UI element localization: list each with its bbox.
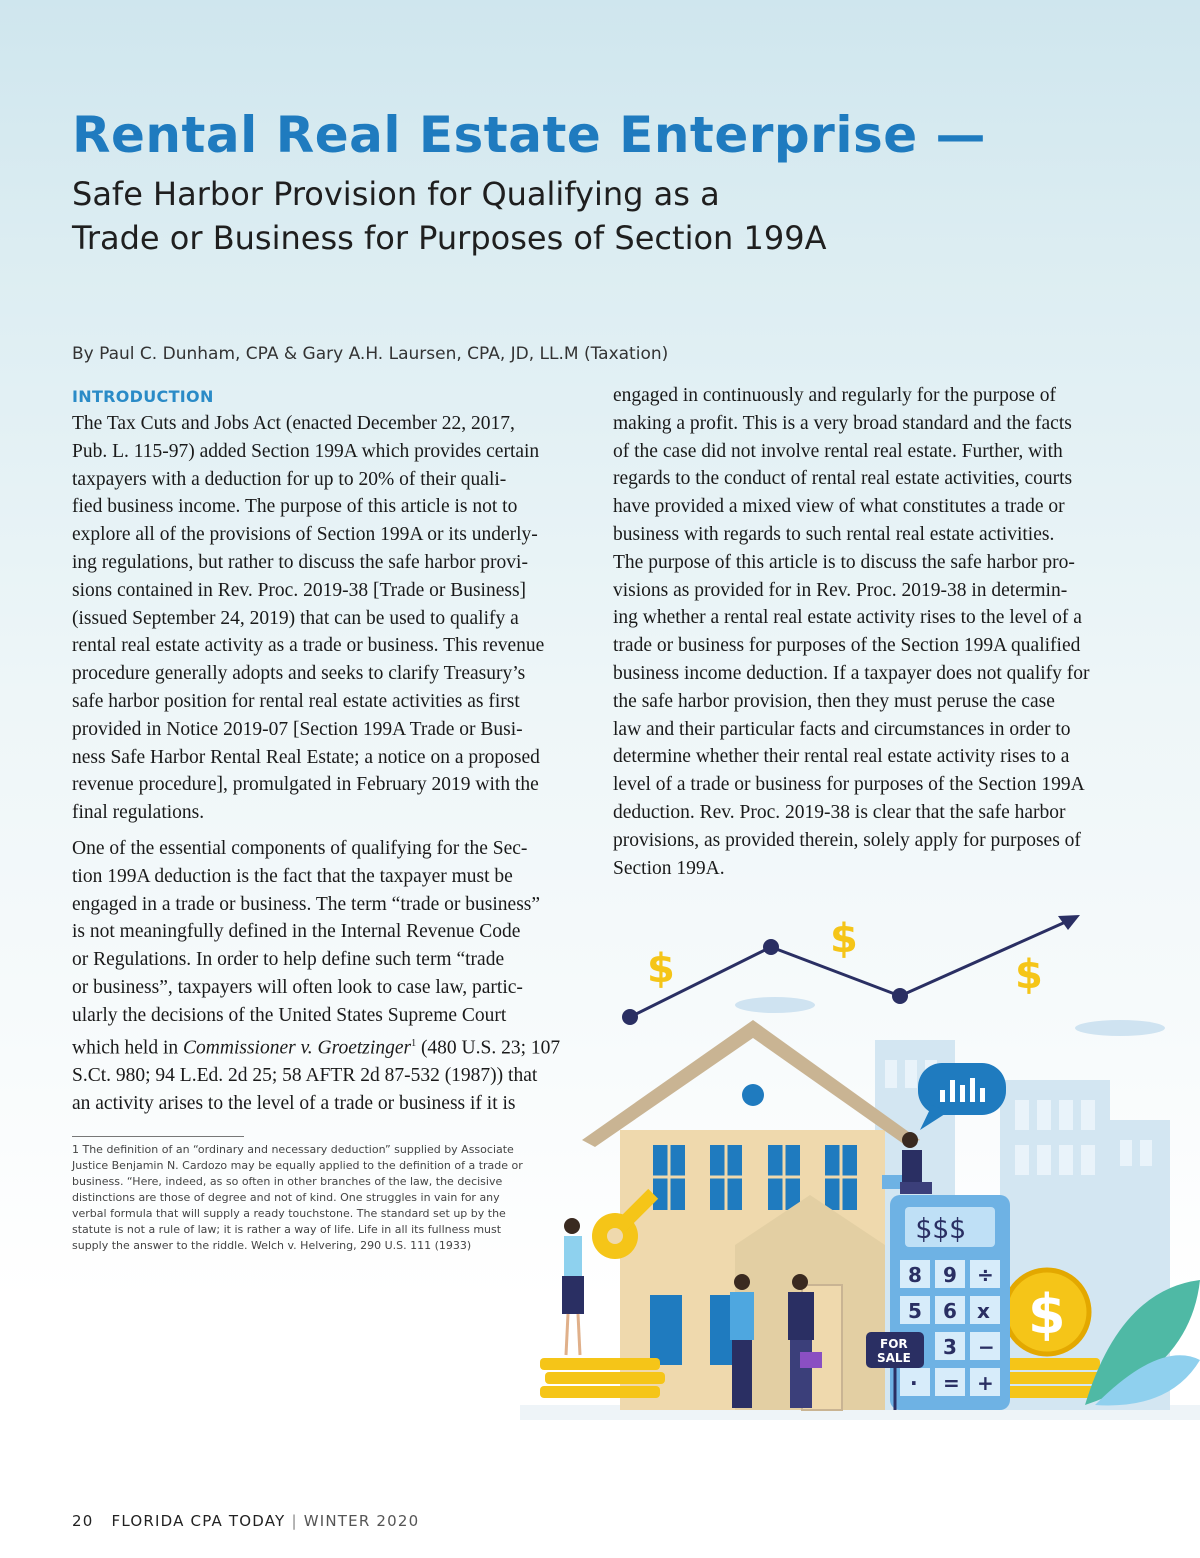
text-line: ing regulations, but rather to discuss the safe harbor provi- bbox=[72, 551, 528, 573]
text-line: the safe harbor provision, then they must peruse the case bbox=[613, 690, 1055, 712]
person-with-key bbox=[562, 1218, 584, 1355]
text-line: sions contained in Rev. Proc. 2019-38 [Trade or Business] bbox=[72, 579, 527, 601]
article-subtitle bbox=[72, 172, 826, 260]
paragraph bbox=[72, 410, 592, 827]
case-suffix: (480 U.S. 23; 107 bbox=[416, 1037, 561, 1059]
text-line: or business”, taxpayers will often look to case law, partic- bbox=[72, 976, 523, 998]
calc-key: − bbox=[978, 1335, 995, 1359]
text-line: fied business income. The purpose of this article is not to bbox=[72, 496, 518, 518]
text-line: provisions, as provided therein, solely apply for purposes of bbox=[613, 829, 1081, 851]
text-line: One of the essential components of qualifying for the Sec- bbox=[72, 837, 528, 859]
text-line: The Tax Cuts and Jobs Act (enacted December 22, 2017, bbox=[72, 413, 515, 434]
calc-key: 6 bbox=[943, 1299, 957, 1323]
text-line: ularly the decisions of the United States Supreme Court bbox=[72, 1004, 507, 1026]
footnote-line: Justice Benjamin N. Cardozo may be equally applied to the definition of a trade or bbox=[72, 1159, 523, 1172]
text-line: trade or business for purposes of the Section 199A qualified bbox=[613, 635, 1081, 657]
text-line: The purpose of this article is to discuss the safe harbor pro- bbox=[613, 551, 1075, 573]
subtitle-line: Trade or Business for Purposes of Section 199A bbox=[72, 219, 827, 257]
text-line: an activity arises to the level of a trade or business if it is bbox=[72, 1092, 516, 1114]
text-line: provided in Notice 2019-07 [Section 199A Trade or Busi- bbox=[72, 718, 523, 740]
footer-separator: | bbox=[291, 1512, 298, 1530]
footnote-divider bbox=[72, 1136, 244, 1137]
case-prefix: which held in bbox=[72, 1037, 184, 1059]
text-line: business with regards to such rental real estate activities. bbox=[613, 523, 1055, 545]
dollar-icon: $ bbox=[1015, 952, 1043, 998]
text-line: determine whether their rental real estate activity rises to a bbox=[613, 746, 1070, 768]
text-line: have provided a mixed view of what constitutes a trade or bbox=[613, 496, 1065, 518]
text-line: law and their particular facts and circumstances in order to bbox=[613, 718, 1071, 740]
text-line: rental real estate activity as a trade or business. This revenue bbox=[72, 635, 545, 657]
text-line: engaged in a trade or business. The term “trade or business” bbox=[72, 893, 541, 915]
footnote-line: 1 The definition of an “ordinary and necessary deduction” supplied by Associate bbox=[72, 1143, 514, 1156]
coin-dollar-icon: $ bbox=[1028, 1283, 1066, 1346]
dollar-icon: $ bbox=[647, 946, 675, 992]
coin-stack-right bbox=[995, 1358, 1103, 1398]
calc-key: + bbox=[977, 1371, 994, 1395]
dollar-icon: $ bbox=[830, 916, 858, 962]
house-roof bbox=[582, 1020, 920, 1147]
calc-key: ÷ bbox=[977, 1263, 994, 1287]
text-line: regards to the conduct of rental real estate activities, courts bbox=[613, 468, 1073, 490]
text-line: of the case did not involve rental real estate. Further, with bbox=[613, 440, 1063, 462]
case-citation-line bbox=[72, 1030, 592, 1062]
text-line: taxpayers with a deduction for up to 20% of their quali- bbox=[72, 468, 507, 490]
trend-point bbox=[892, 988, 908, 1004]
calc-key: 3 bbox=[943, 1335, 957, 1359]
text-line: visions as provided for in Rev. Proc. 2019-38 in determin- bbox=[613, 579, 1068, 601]
calc-key: 5 bbox=[908, 1299, 922, 1323]
text-line: tion 199A deduction is the fact that the taxpayer must be bbox=[72, 865, 513, 887]
key-hole bbox=[607, 1228, 623, 1244]
byline: By Paul C. Dunham, CPA & Gary A.H. Laursen, CPA, JD, LL.M (Taxation) bbox=[72, 344, 669, 364]
trend-point bbox=[763, 939, 779, 955]
footnote-line: statute is not a rule of law; it is rather a way of life. Life in all its fullness must bbox=[72, 1223, 502, 1236]
case-name: Commissioner v. Groetzinger bbox=[183, 1037, 412, 1059]
text-line: final regulations. bbox=[72, 802, 205, 824]
text-line: or Regulations. In order to help define such term “trade bbox=[72, 949, 505, 971]
text-line: Pub. L. 115-97) added Section 199A which provides certain bbox=[72, 440, 540, 462]
calc-key: 8 bbox=[908, 1263, 922, 1287]
footnote-reference[interactable]: 1 bbox=[411, 1037, 417, 1049]
footnote-line: business. “Here, indeed, as so often in other branches of the law, the decisive bbox=[72, 1175, 503, 1188]
text-line: business income deduction. If a taxpayer does not qualify for bbox=[613, 662, 1090, 684]
footnote-line: distinctions are those of degree and not of kind. One struggles in vain for any bbox=[72, 1191, 500, 1204]
footnote-line: verbal formula that will supply a ready touchstone. The standard set up by the bbox=[72, 1207, 506, 1220]
footnote bbox=[72, 1142, 562, 1254]
person-handshake-left bbox=[730, 1274, 754, 1408]
page-number: 20 bbox=[72, 1512, 94, 1530]
text-line: explore all of the provisions of Section 199A or its underly- bbox=[72, 524, 538, 546]
text-line: procedure generally adopts and seeks to clarify Treasury’s bbox=[72, 663, 526, 685]
for-sale-text: SALE bbox=[877, 1351, 911, 1365]
house-round-window bbox=[742, 1084, 764, 1106]
calc-key: · bbox=[910, 1371, 918, 1395]
text-line: engaged in continuously and regularly for the purpose of bbox=[613, 385, 1056, 406]
issue-date: WINTER 2020 bbox=[303, 1512, 420, 1530]
article-title: Rental Real Estate Enterprise — bbox=[72, 106, 987, 164]
publication-name: FLORIDA CPA TODAY bbox=[111, 1512, 286, 1530]
page-footer bbox=[72, 1512, 419, 1530]
text-line: is not meaningfully defined in the Internal Revenue Code bbox=[72, 921, 521, 943]
text-line: deduction. Rev. Proc. 2019-38 is clear that the safe harbor bbox=[613, 801, 1066, 823]
text-line: revenue procedure], promulgated in February 2019 with the bbox=[72, 774, 539, 796]
footnote-line: supply the answer to the riddle. Welch v. Helvering, 290 U.S. 111 (1933) bbox=[72, 1239, 472, 1252]
calc-key: x bbox=[977, 1299, 990, 1323]
paragraph bbox=[613, 382, 1138, 882]
real-estate-illustration bbox=[520, 900, 1200, 1420]
text-line: Section 199A. bbox=[613, 857, 725, 879]
text-line: ness Safe Harbor Rental Real Estate; a notice on a proposed bbox=[72, 746, 540, 768]
for-sale-text: FOR bbox=[880, 1337, 908, 1351]
left-column bbox=[72, 386, 592, 1117]
text-line: safe harbor position for rental real estate activities as first bbox=[72, 690, 520, 712]
trend-point bbox=[622, 1009, 638, 1025]
calculator-display-text: $$$ bbox=[915, 1212, 966, 1245]
text-line: (issued September 24, 2019) that can be used to qualify a bbox=[72, 607, 519, 629]
subtitle-line: Safe Harbor Provision for Qualifying as a bbox=[72, 175, 720, 213]
cloud bbox=[1075, 1020, 1165, 1036]
text-line: ing whether a rental real estate activity rises to the level of a bbox=[613, 607, 1082, 629]
coin-stack-left bbox=[540, 1358, 665, 1398]
paragraph bbox=[72, 835, 592, 1117]
calc-key: = bbox=[943, 1371, 960, 1395]
text-line: level of a trade or business for purposes of the Section 199A bbox=[613, 774, 1085, 796]
calc-key: 9 bbox=[943, 1263, 957, 1287]
section-heading: INTRODUCTION bbox=[72, 387, 214, 406]
text-line: S.Ct. 980; 94 L.Ed. 2d 25; 58 AFTR 2d 87-532 (1987)) that bbox=[72, 1064, 538, 1086]
cloud bbox=[735, 997, 815, 1013]
right-column bbox=[613, 382, 1138, 882]
text-line: making a profit. This is a very broad standard and the facts bbox=[613, 412, 1072, 434]
